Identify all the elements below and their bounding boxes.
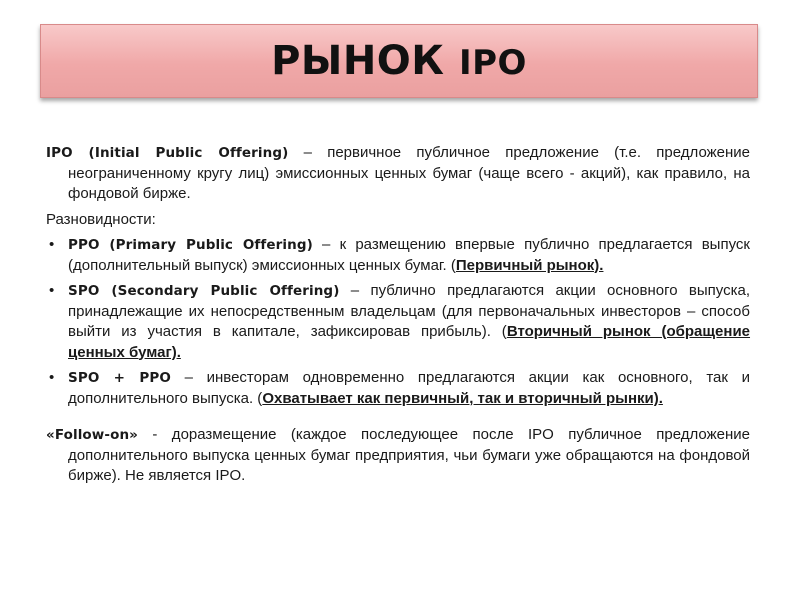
slide-title bbox=[271, 38, 527, 84]
definition-paragraph bbox=[46, 143, 750, 205]
varieties-list bbox=[46, 235, 750, 409]
bullet-text: – к размещению впервые публично предлагается выпуск (дополнительный выпуск) эмиссионных ценных бумаг. ( bbox=[68, 236, 750, 274]
definition-term: IPO (Initial Public Offering) bbox=[46, 145, 289, 161]
bullet-emphasis: Охватывает как первичный, так и вторичный рынки). bbox=[262, 389, 663, 407]
bullet-text: – инвесторам одновременно предлагаются акции как основного, так и дополнительного выпуска. ( bbox=[68, 369, 750, 407]
follow-on-paragraph bbox=[46, 425, 750, 487]
bullet-icon: • bbox=[49, 369, 55, 386]
bullet-emphasis: Первичный рынок). bbox=[455, 256, 604, 274]
follow-on-term: «Follow-on» bbox=[46, 427, 138, 443]
bullet-term: SPO (Secondary Public Offering) bbox=[68, 283, 340, 299]
list-item bbox=[46, 281, 750, 363]
title-banner bbox=[40, 24, 758, 98]
title-main: РЫНОК bbox=[271, 38, 445, 84]
bullet-term: SPO + PPO bbox=[68, 370, 171, 386]
definition-text: – первичное публичное предложение (т.е. предложение неограниченному кругу лиц) эмиссионных ценных бумаг (чаще всего - акций), как правило, на фондовой бирже. bbox=[68, 144, 750, 202]
bullet-text: – публично предлагаются акции основного выпуска, принадлежащие их непосредственным владельцам (для первоначальных инвесторов – способ выйти из участия в капитале, зафиксировав прибыль). ( bbox=[68, 282, 750, 340]
title-ipo: IPO bbox=[458, 43, 527, 83]
list-item bbox=[46, 235, 750, 276]
bullet-icon: • bbox=[49, 282, 55, 299]
list-item bbox=[46, 368, 750, 409]
slide-body bbox=[46, 143, 750, 487]
varieties-label: Разновидности: bbox=[46, 210, 156, 228]
bullet-term: PPO (Primary Public Offering) bbox=[68, 237, 313, 253]
bullet-icon: • bbox=[49, 236, 55, 253]
bullet-emphasis: Вторичный рынок (обращение ценных бумаг). bbox=[68, 323, 751, 361]
follow-on-text: - доразмещение (каждое последующее после IPO публичное предложение дополнительного выпуска ценных бумаг предприятия, чьи бумаги уже обращаются на фондовой бирже). Не является IPO. bbox=[68, 426, 750, 484]
